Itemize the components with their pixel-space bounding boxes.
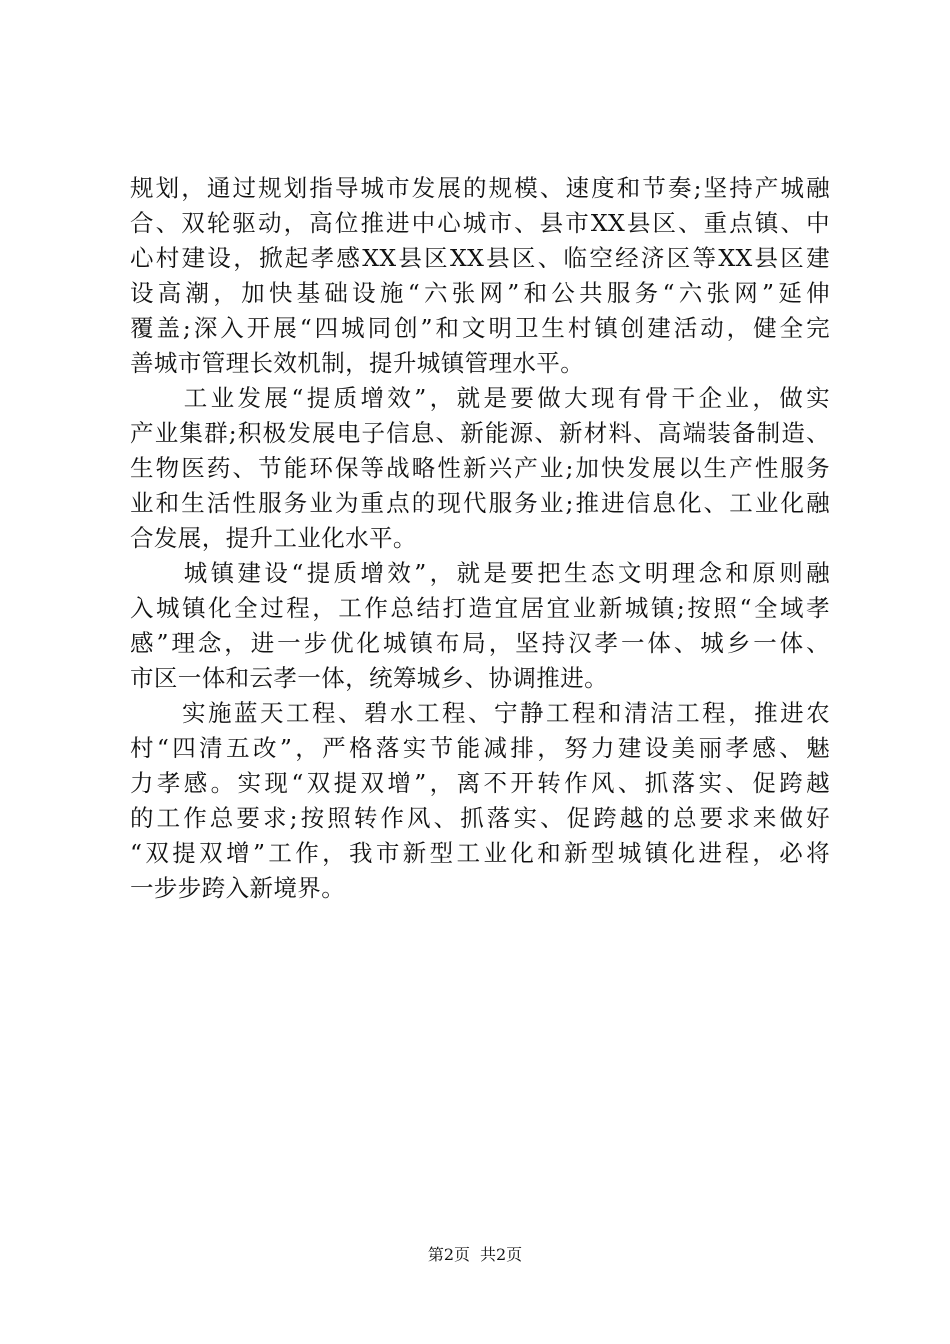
- text-line: 规划，通过规划指导城市发展的规模、速度和节奏;坚持产城融: [130, 174, 830, 202]
- text-line: 合、双轮驱动，高位推进中心城市、县市XX县区、重点镇、中: [130, 209, 830, 237]
- page-footer: [0, 1244, 950, 1266]
- text-line: “双提双增”工作，我市新型工业化和新型城镇化进程，必将: [130, 839, 830, 867]
- text-line: 市区一体和云孝一体，统筹城乡、协调推进。: [130, 664, 608, 692]
- text-line: 入城镇化全过程，工作总结打造宜居宜业新城镇;按照“全域孝: [130, 594, 830, 622]
- text-line: 业和生活性服务业为重点的现代服务业;推进信息化、工业化融: [130, 489, 830, 517]
- text-line: 设高潮，加快基础设施“六张网”和公共服务“六张网”延伸: [130, 279, 830, 307]
- text-line: 力孝感。实现“双提双增”，离不开转作风、抓落实、促跨越: [130, 769, 830, 797]
- text-line: 的工作总要求;按照转作风、抓落实、促跨越的总要求来做好: [130, 804, 830, 832]
- text-line: 生物医药、节能环保等战略性新兴产业;加快发展以生产性服务: [130, 454, 830, 482]
- text-line: 覆盖;深入开展“四城同创”和文明卫生村镇创建活动，健全完: [130, 314, 830, 342]
- text-line: 村“四清五改”，严格落实节能减排，努力建设美丽孝感、魅: [130, 734, 830, 762]
- text-line: 合发展，提升工业化水平。: [130, 524, 417, 552]
- text-line: 善城市管理长效机制，提升城镇管理水平。: [130, 349, 585, 377]
- text-line: 感”理念，进一步优化城镇布局，坚持汉孝一体、城乡一体、: [130, 629, 830, 657]
- text-line: 实施蓝天工程、碧水工程、宁静工程和清洁工程，推进农: [130, 699, 830, 727]
- text-line: 产业集群;积极发展电子信息、新能源、新材料、高端装备制造、: [130, 419, 830, 447]
- page-number: 第2页: [427, 1245, 470, 1264]
- text-line: 城镇建设“提质增效”，就是要把生态文明理念和原则融: [130, 559, 830, 587]
- page-total: 共2页: [480, 1245, 523, 1264]
- text-line: 工业发展“提质增效”，就是要做大现有骨干企业，做实: [130, 384, 830, 412]
- text-line: 一步步跨入新境界。: [130, 874, 346, 902]
- text-line: 心村建设，掀起孝感XX县区XX县区、临空经济区等XX县区建: [130, 244, 830, 272]
- document-body: [130, 171, 830, 906]
